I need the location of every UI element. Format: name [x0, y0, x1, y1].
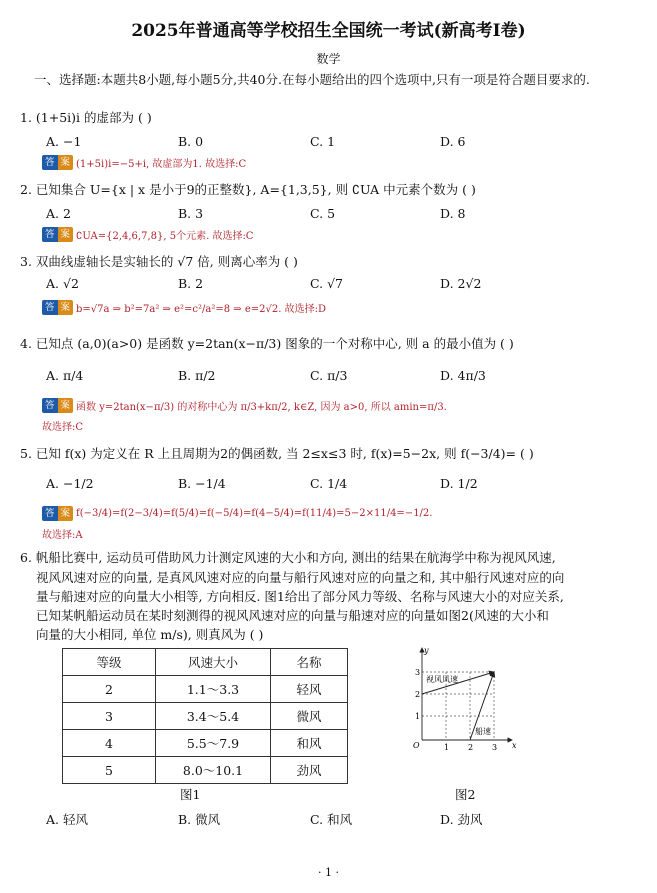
table-row [63, 757, 348, 784]
table-header-name: 名称 [271, 649, 348, 676]
table-cell: 3.4～5.4 [156, 703, 271, 730]
table-cell: 8.0～10.1 [156, 757, 271, 784]
table-cell: 2 [63, 676, 156, 703]
q4-option-a: A. π/4 [46, 368, 84, 383]
q2-answer [42, 227, 253, 242]
table-cell: 4 [63, 730, 156, 757]
q1-option-c: C. 1 [310, 134, 336, 149]
page-title: 2025年普通高等学校招生全国统一考试(新高考Ⅰ卷) [131, 21, 526, 41]
y-tick-label: 3 [415, 668, 421, 677]
x-tick-label: 3 [492, 743, 498, 752]
q2-option-c: C. 5 [310, 206, 336, 221]
x-tick-label: 2 [468, 743, 474, 752]
figure-2-caption: 图2 [455, 787, 476, 802]
q3-option-c: C. √7 [310, 276, 343, 291]
answer-badge: 答 案 [42, 506, 73, 521]
q3-answer-text: b=√7a ⇒ b²=7a² ⇒ e²=c²/a²=8 ⇒ e=2√2. 故选择:D [76, 304, 326, 315]
table-cell: 轻风 [271, 676, 348, 703]
q1-option-d: D. 6 [440, 134, 466, 149]
table-cell: 劲风 [271, 757, 348, 784]
q6-option-c: C. 和风 [310, 812, 353, 827]
q6-option-b: B. 微风 [178, 812, 221, 827]
q3-option-d: D. 2√2 [440, 276, 482, 291]
q2-option-b: B. 3 [178, 206, 204, 221]
origin-label: O [413, 741, 420, 750]
table-row [63, 676, 348, 703]
q5-option-a: A. −1/2 [46, 476, 94, 491]
q4-answer [42, 398, 447, 413]
q1-answer-text: (1+5i)i=−5+i, 故虚部为1. 故选择:C [76, 159, 247, 170]
q6-stem-line: 已知某帆船运动员在某时刻测得的视风风速对应的向量与船速对应的向量如图2(风速的大小和 [36, 608, 549, 623]
q6-stem-line: 量与船速对应的向量大小相等, 方向相反. 图1给出了部分风力等级、名称与风速大小的对应关系, [36, 589, 564, 604]
q2-option-a: A. 2 [46, 206, 71, 221]
question-1-stem: 1. (1+5i)i 的虚部为 ( ) [20, 110, 152, 125]
question-3-stem: 3. 双曲线虚轴长是实轴长的 √7 倍, 则离心率为 ( ) [20, 254, 298, 269]
page-number: · 1 · [318, 866, 339, 879]
q5-answer-conclusion: 故选择:A [42, 530, 83, 541]
q2-answer-text: ∁UA={2,4,6,7,8}, 5个元素. 故选择:C [76, 231, 254, 242]
table-cell: 3 [63, 703, 156, 730]
q5-answer-text: f(−3/4)=f(2−3/4)=f(5/4)=f(−5/4)=f(4−5/4)=f(11/4)=5−2×11/4=−1/2. [76, 508, 433, 519]
table-header-speed: 风速大小 [156, 649, 271, 676]
answer-badge: 答 案 [42, 398, 73, 413]
section-instructions: 一、选择题:本题共8小题,每小题5分,共40分.在每小题给出的四个选项中,只有一项是符合题目要求的. [34, 72, 590, 87]
table-cell: 5 [63, 757, 156, 784]
q1-option-b: B. 0 [178, 134, 204, 149]
table-row [63, 730, 348, 757]
q4-option-c: C. π/3 [310, 368, 348, 383]
y-tick-label: 1 [415, 712, 421, 721]
answer-badge: 答 案 [42, 227, 73, 242]
question-2-stem: 2. 已知集合 U={x | x 是小于9的正整数}, A={1,3,5}, 则 ∁UA 中元素个数为 ( ) [20, 182, 476, 197]
vector-diagram [408, 644, 520, 756]
y-tick-label: 2 [415, 690, 421, 699]
table-cell: 1.1～3.3 [156, 676, 271, 703]
table-cell: 微风 [271, 703, 348, 730]
q3-option-a: A. √2 [46, 276, 79, 291]
q3-answer [42, 300, 326, 315]
boat-speed-label: 船速 [475, 727, 491, 736]
q3-option-b: B. 2 [178, 276, 204, 291]
q5-option-b: B. −1/4 [178, 476, 226, 491]
x-tick-label: 1 [444, 743, 450, 752]
table-header-level: 等级 [63, 649, 156, 676]
table-cell: 和风 [271, 730, 348, 757]
q6-option-a: A. 轻风 [46, 812, 88, 827]
subject-heading: 数学 [316, 52, 341, 66]
q1-option-a: A. −1 [46, 134, 82, 149]
q6-stem-line: 视风风速对应的向量, 是真风风速对应的向量与船行风速对应的向量之和, 其中船行风速对应的向 [36, 570, 565, 585]
q4-option-b: B. π/2 [178, 368, 216, 383]
y-axis-label: y [424, 646, 429, 655]
wind-level-table [62, 648, 348, 784]
answer-badge: 答 案 [42, 300, 73, 315]
x-axis-label: x [512, 741, 517, 750]
q5-answer [42, 506, 432, 521]
question-4-stem: 4. 已知点 (a,0)(a>0) 是函数 y=2tan(x−π/3) 图象的一个对称中心, 则 a 的最小值为 ( ) [20, 336, 514, 351]
answer-badge: 答 案 [42, 155, 73, 170]
q5-option-c: C. 1/4 [310, 476, 348, 491]
q6-option-d: D. 劲风 [440, 812, 483, 827]
figure-1-caption: 图1 [180, 787, 201, 802]
q4-answer-text: 函数 y=2tan(x−π/3) 的对称中心为 π/3+kπ/2, k∈Z, 因为 a>0, 所以 amin=π/3. [76, 402, 447, 413]
q6-stem-line: 向量的大小相同, 单位 m/s), 则真风为 ( ) [36, 627, 264, 642]
q2-option-d: D. 8 [440, 206, 466, 221]
q4-answer-conclusion: 故选择:C [42, 422, 84, 433]
table-cell: 5.5～7.9 [156, 730, 271, 757]
table-header-row [63, 649, 348, 676]
apparent-wind-label: 视风风速 [426, 675, 458, 684]
question-5-stem: 5. 已知 f(x) 为定义在 R 上且周期为2的偶函数, 当 2≤x≤3 时, f(x)=5−2x, 则 f(−3/4)= ( ) [20, 446, 534, 461]
q4-option-d: D. 4π/3 [440, 368, 486, 383]
q1-answer [42, 155, 246, 170]
question-6-stem: 6. 帆船比赛中, 运动员可借助风力计测定风速的大小和方向, 测出的结果在航海学中称为视风风速, [20, 550, 556, 565]
q5-option-d: D. 1/2 [440, 476, 478, 491]
table-row [63, 703, 348, 730]
